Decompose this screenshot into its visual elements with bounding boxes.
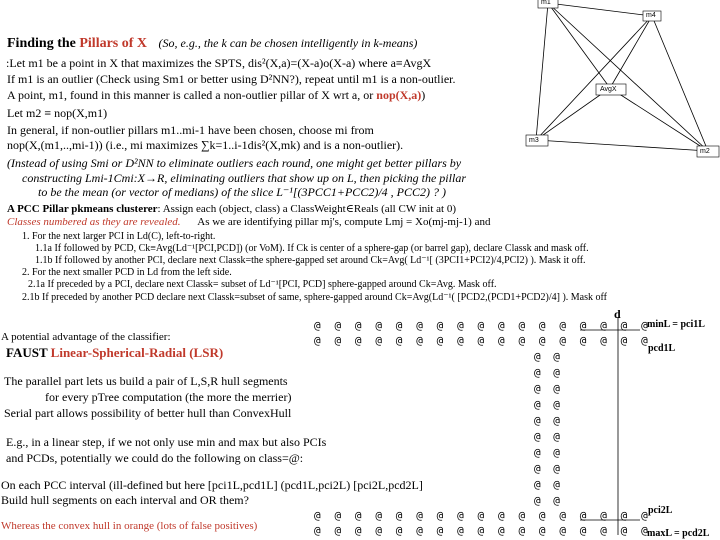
pcc-title: A PCC Pillar pkmeans clusterer: Assign each (object, class) a ClassWeight∈Reals (all CW init at 0) xyxy=(7,203,457,215)
finding-line-6: nop(X,(m1,..,mi-1)) (i.e., mi maximizes ∑k=1..i-1dis²(X,mk) and is a non-outlier). xyxy=(7,138,404,152)
interval-line-2: Build hull segments on each interval and OR them? xyxy=(1,493,249,507)
pcc-item-2b: 2.1b If preceded by another PCD declare next Classk=subset of same, sphere-gapped around Ck=Avg(Ld⁻¹( [PCD2,(PCD1+PCD2)/4] ). Mask off xyxy=(22,292,607,303)
finding-note: (So, e.g., the k can be chosen intelligently in k-means) xyxy=(158,36,418,50)
class-points-col: @ @ xyxy=(534,382,563,395)
pcc-item-1: 1. For the next larger PCI in Ld(C), left-to-right. xyxy=(22,231,216,242)
finding-heading: Finding the Pillars of X (So, e.g., the k can be chosen intelligently in k-means) xyxy=(7,36,418,51)
pcc-item-1a: 1.1a If followed by PCD, Ck≡Avg(Ld⁻¹[PCI,PCD]) (or VoM). If Ck is center of a sphere-gap (or barrel gap), declare Classk and mask off. xyxy=(35,243,589,254)
node-m3: m3 xyxy=(529,137,539,144)
finding-line-2: If m1 is an outlier (Check using Sm1 or better using D²NN?), repeat until m1 is a non-outlier. xyxy=(7,72,456,86)
class-points-col: @ @ xyxy=(534,414,563,427)
class-points-col: @ @ xyxy=(534,446,563,459)
nop-term: nop(X,a) xyxy=(376,88,422,102)
finding-line-5: In general, if non-outlier pillars m1..mi-1 have been chosen, choose mi from xyxy=(7,123,374,137)
parallel-line-1: The parallel part lets us build a pair of L,S,R hull segments xyxy=(4,374,288,388)
finding-line-1: :Let m1 be a point in X that maximizes the SPTS, dis²(X,a)=(X-a)o(X-a) where a≡AvgX xyxy=(6,56,432,70)
axis-d-label: d xyxy=(614,307,621,321)
pcc-item-2: 2. For the next smaller PCD in Ld from the left side. xyxy=(22,267,232,278)
class-points-row-1: @ @ @ @ @ @ @ @ @ @ @ @ @ @ @ @ @ xyxy=(314,319,652,332)
class-points-col: @ @ xyxy=(534,350,563,363)
node-m1: m1 xyxy=(541,0,551,6)
parallel-line-3: Serial part allows possibility of better hull than ConvexHull xyxy=(4,406,292,420)
class-points-col: @ @ xyxy=(534,478,563,491)
axis-pcd1-label: pcd1L xyxy=(648,343,676,354)
node-m4: m4 xyxy=(646,12,656,19)
class-points-col: @ @ xyxy=(534,430,563,443)
interval-line-1: On each PCC interval (ill-defined but here [pci1L,pcd1L] (pcd1L,pci2L) [pci2L,pcd2L] xyxy=(1,478,423,492)
class-points-col: @ @ xyxy=(534,398,563,411)
axis-max-label: maxL = pcd2L xyxy=(647,528,710,539)
node-m2: m2 xyxy=(700,148,710,155)
pillars-term: Pillars of X xyxy=(79,36,148,51)
finding-line-9: to be the mean (or vector of medians) of the slice L⁻¹[(3PCC1+PCC2)/4 , PCC2) ? ) xyxy=(38,185,446,199)
pcc-classes: Classes numbered as they are revealed. As we are identifying pillar mj's, compute Lmj = Xo(mj-mj-1) and xyxy=(7,216,491,228)
faust-heading: FAUST Linear-Spherical-Radial (LSR) xyxy=(6,345,224,360)
finding-line-4: Let m2 ≡ nop(X,m1) xyxy=(7,106,108,120)
class-points-col: @ @ xyxy=(534,366,563,379)
example-line-2: and PCDs, potentially we could do the following on class=@: xyxy=(6,451,304,465)
class-points-col: @ @ xyxy=(534,494,563,507)
class-points-row-4: @ @ @ @ @ @ @ @ @ @ @ @ @ @ @ @ @ xyxy=(314,524,652,537)
class-points-row-3: @ @ @ @ @ @ @ @ @ @ @ @ @ @ @ @ @ xyxy=(314,509,652,522)
convex-hull-note: Whereas the convex hull in orange (lots of false positives) xyxy=(1,520,258,532)
class-points-row-2: @ @ @ @ @ @ @ @ @ @ @ @ @ @ @ @ @ xyxy=(314,334,652,347)
axis-min-label: minL = pci1L xyxy=(647,319,705,330)
node-avgx: AvgX xyxy=(600,86,617,93)
finding-line-3: A point, m1, found in this manner is called a non-outlier pillar of X wrt a, or nop(X,a)) xyxy=(7,88,426,102)
finding-line-8: constructing Lmi-1Cmi:X→R, eliminating outliers that show up on L, then picking the pillar xyxy=(22,171,466,185)
example-line-1: E.g., in a linear step, if we not only use min and max but also PCIs xyxy=(6,435,327,449)
parallel-line-2: for every pTree computation (the more the merrier) xyxy=(45,390,292,404)
class-points-col: @ @ xyxy=(534,462,563,475)
pcc-item-1b: 1.1b If followed by another PCI, declare next Classk=the sphere-gapped set around Ck=Avg( Ld⁻¹[ (3PCI1+PCI2)/4,PCI2) ). Mask it off. xyxy=(35,255,586,266)
finding-line-7: (Instead of using Smi or D²NN to eliminate outliers each round, one might get better pillars by xyxy=(7,156,462,170)
axis-pci2-label: pci2L xyxy=(648,505,673,516)
pcc-item-2a: 2.1a If preceded by a PCI, declare next Classk= subset of Ld⁻¹[PCI, PCD] sphere-gapped around Ck=Avg. Mask off. xyxy=(28,279,497,290)
advantage-text: A potential advantage of the classifier: xyxy=(1,331,171,343)
